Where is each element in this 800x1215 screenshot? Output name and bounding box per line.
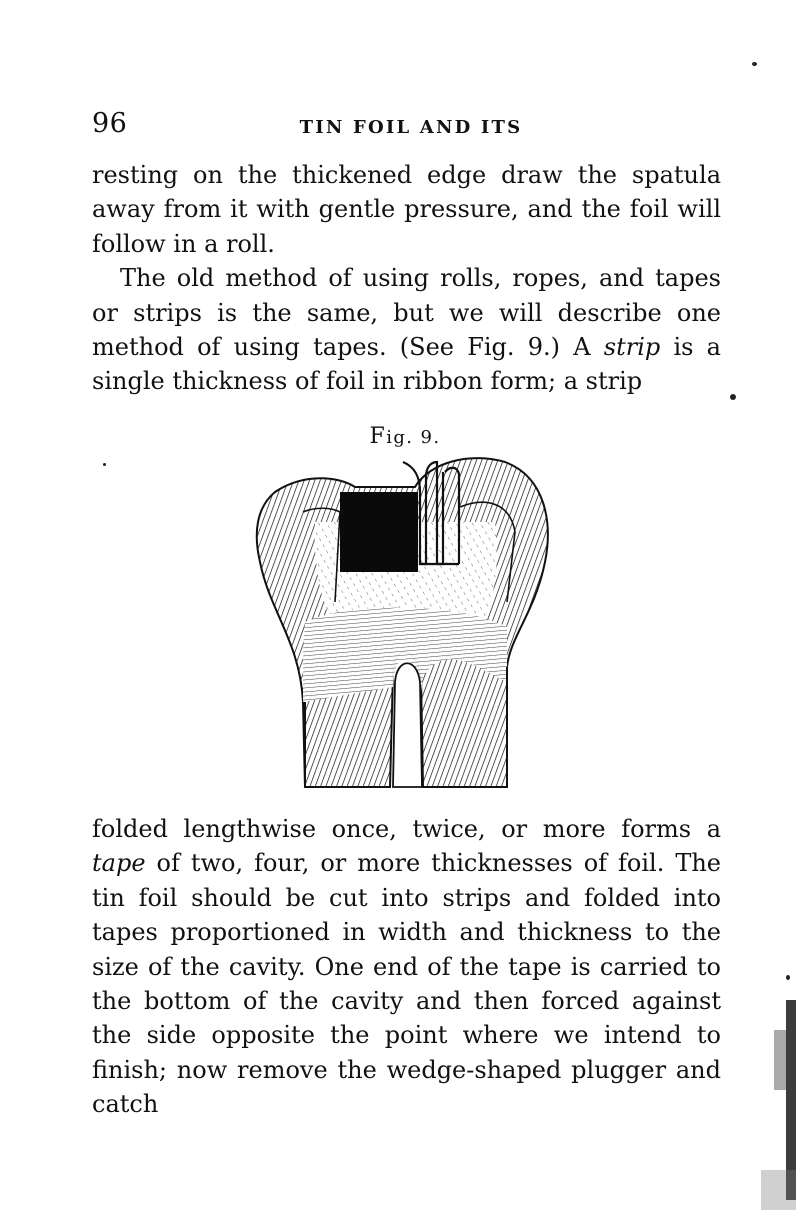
running-head: TIN FOIL AND ITS — [299, 117, 523, 138]
paragraph-text: is a single thickness of foil in ribbon form; a strip — [92, 333, 721, 396]
caption-rest: ig. 9. — [386, 427, 441, 448]
paragraph-text: of two, four, or more thicknesses of foil. The tin foil should be cut into strips and folded into tapes proportioned in width and thickness to the size of the cavity. One end of the tape is carried to the bottom of the cavity and then forced against the side opposite the point where we intend to finish; now remove the wedge-shaped plugger and catch — [92, 849, 721, 1119]
scan-speck — [730, 394, 736, 400]
caption-initial: F — [369, 424, 387, 449]
paragraph-text: folded lengthwise once, twice, or more forms a — [92, 815, 721, 843]
filled-cavity — [340, 492, 418, 572]
paragraph-text: The old method of using rolls, ropes, and tapes or strips is the same, but we will describe one method of using tapes. (See Fig. 9.) A — [92, 264, 721, 362]
scan-speck — [786, 975, 790, 980]
figure-caption — [0, 424, 800, 449]
paragraph-old-method — [92, 261, 721, 399]
text-block-bottom — [92, 812, 721, 1122]
root-gap — [393, 663, 422, 787]
emphasis-tape: tape — [92, 849, 146, 878]
scan-edge-shadow — [756, 990, 800, 1215]
emphasis-strip: strip — [603, 333, 661, 362]
page-number: 96 — [92, 108, 128, 139]
text-block-top — [92, 158, 721, 399]
paragraph-continuation: resting on the thickened edge draw the spatula away from it with gentle pressure, and the foil will follow in a roll. — [92, 161, 721, 258]
tooth-cross-section-illustration — [245, 452, 560, 792]
paragraph-tape — [92, 812, 721, 1122]
scan-speck — [752, 62, 757, 66]
scan-speck — [103, 463, 106, 466]
